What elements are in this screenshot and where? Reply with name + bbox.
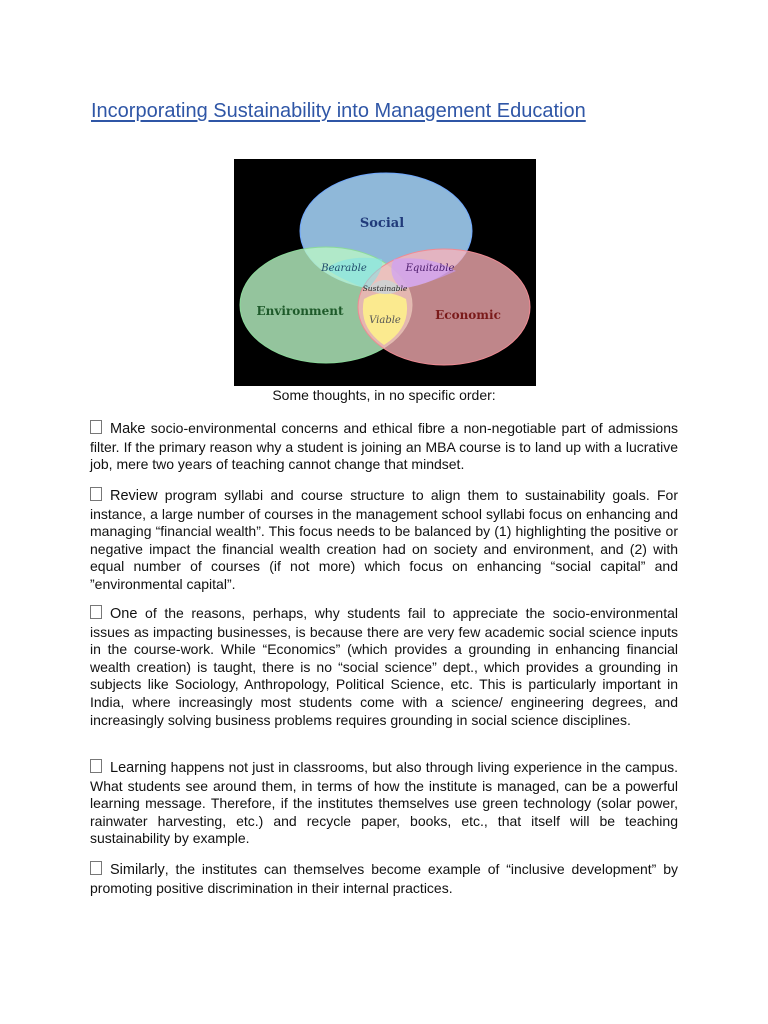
paragraph-text: program syllabi and course structure to align them to sustainability goals. For instance, a large number of courses in the management school syllabi focus on enhancing and managing “financial wealth”. This focus needs to be balanced by (1) highlighting the positive or negative impact the financial wealth creation had on society and environment, and (2) with equal number of courses (if not more) which focus on enhancing “social capital” and ”environmental capital”. xyxy=(90,487,678,592)
paragraph-text: of the reasons, perhaps, why students fail to appreciate the socio-environmental issues as impacting businesses, is because there are very few academic social science inputs in the course-work. While “Economics” (which provides a grounding in enhancing financial wealth creation) is taught, there is no “social science” dept., which provides a grounding in subjects like Sociology, Anthropology, Political Science, etc. This is particularly important in India, where increasingly most students come with a science/ engineering degrees, and increasingly solving business problems requires grounding in social science disciplines. xyxy=(90,605,678,728)
label-sustainable: Sustainable xyxy=(362,284,408,293)
label-bearable: Bearable xyxy=(321,263,367,274)
venn-svg xyxy=(234,159,536,386)
sustainability-venn-diagram xyxy=(234,159,536,386)
paragraph-lead: Similarly xyxy=(110,862,165,878)
paragraph-text: socio-environmental concerns and ethical fibre a non-negotiable part of admissions filter. If the primary reason why a student is joining an MBA course is to land up with a lucrative job, mere two years of teaching cannot change that mindset. xyxy=(90,420,678,473)
paragraph xyxy=(90,861,678,897)
paragraph xyxy=(90,759,678,848)
bullet-box-icon xyxy=(90,487,102,501)
label-economic: Economic xyxy=(435,308,501,322)
paragraph-lead: One xyxy=(110,606,138,622)
paragraph xyxy=(90,487,678,594)
paragraph-lead: Review xyxy=(110,488,158,504)
paragraph-text: happens not just in classrooms, but also through living experience in the campus. What students see around them, in terms of how the institute is managed, can be a powerful learning message. Therefore, if the institutes themselves use green technology (solar power, rainwater harvesting, etc.) and recycle paper, books, etc., that itself will be teaching sustainability by example. xyxy=(90,759,678,847)
label-equitable: Equitable xyxy=(405,263,455,274)
bullet-box-icon xyxy=(90,420,102,434)
paragraph xyxy=(90,420,678,474)
label-environment: Environment xyxy=(256,304,344,318)
document-title: Incorporating Sustainability into Management Education xyxy=(91,100,586,122)
paragraph-lead: Learning xyxy=(110,760,167,776)
bullet-box-icon xyxy=(90,861,102,875)
paragraph xyxy=(90,605,678,729)
label-viable: Viable xyxy=(369,315,401,326)
caption: Some thoughts, in no specific order: xyxy=(272,387,496,403)
label-social: Social xyxy=(359,216,405,231)
paragraph-lead: Make xyxy=(110,421,146,437)
paragraph-text: , the institutes can themselves become example of “inclusive development” by promoting positive discrimination in their internal practices. xyxy=(90,861,678,896)
bullet-box-icon xyxy=(90,759,102,773)
bullet-box-icon xyxy=(90,605,102,619)
